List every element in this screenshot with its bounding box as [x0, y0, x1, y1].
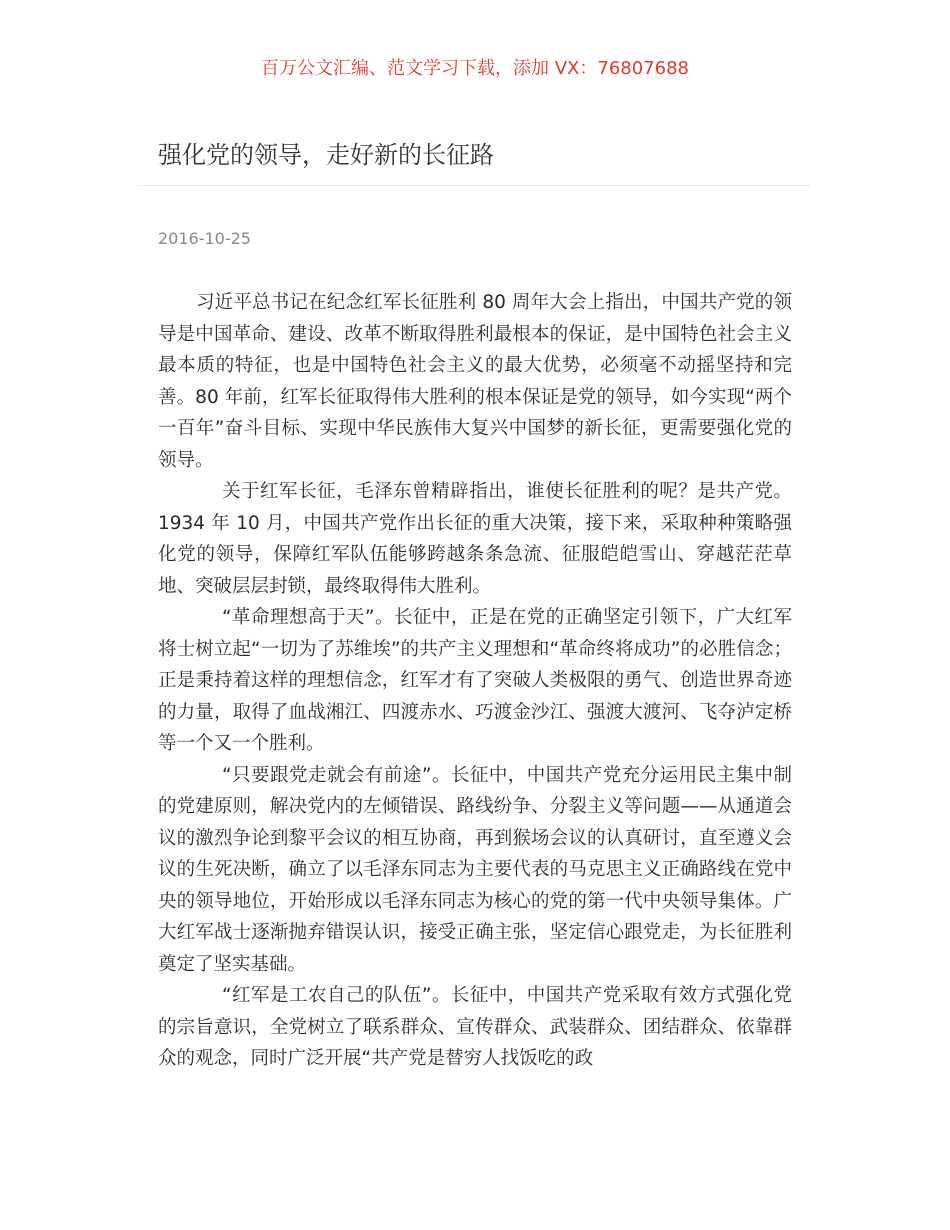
title-divider	[140, 185, 810, 186]
publish-date: 2016-10-25	[158, 229, 251, 248]
article-title: 强化党的领导，走好新的长征路	[158, 141, 494, 169]
paragraph: “革命理想高于天”。长征中，正是在党的正确坚定引领下，广大红军将士树立起“一切为了苏维埃”的共产主义理想和“革命终将成功”的必胜信念；正是秉持着这样的理想信念，红军才有了突破人类极限的勇气、创造世界奇迹的力量，取得了血战湘江、四渡赤水、巧渡金沙江、强渡大渡河、飞夺泸定桥等一个又一个胜利。	[158, 607, 792, 754]
paragraph: 关于红军长征，毛泽东曾精辟指出，谁使长征胜利的呢？是共产党。1934 年 10 月，中国共产党作出长征的重大决策，接下来，采取种种策略强化党的领导，保障红军队伍能够跨越条条急流、征服皑皑雪山、穿越茫茫草地、突破层层封锁，最终取得伟大胜利。	[158, 481, 792, 597]
article-body	[158, 287, 792, 1075]
promo-banner: 百万公文汇编、范文学习下载，添加 VX：76807688	[261, 58, 689, 79]
paragraph: 习近平总书记在纪念红军长征胜利 80 周年大会上指出，中国共产党的领导是中国革命、建设、改革不断取得胜利最根本的保证，是中国特色社会主义最本质的特征，也是中国特色社会主义的最大优势，必须毫不动摇坚持和完善。80 年前，红军长征取得伟大胜利的根本保证是党的领导，如今实现“两个一百年”奋斗目标、实现中华民族伟大复兴中国梦的新长征，更需要强化党的领导。	[158, 292, 792, 471]
paragraph: “只要跟党走就会有前途”。长征中，中国共产党充分运用民主集中制的党建原则，解决党内的左倾错误、路线纷争、分裂主义等问题——从通道会议的激烈争论到黎平会议的相互协商，再到猴场会议的认真研讨，直至遵义会议的生死决断，确立了以毛泽东同志为主要代表的马克思主义正确路线在党中央的领导地位，开始形成以毛泽东同志为核心的党的第一代中央领导集体。广大红军战士逐渐抛弃错误认识，接受正确主张，坚定信心跟党走，为长征胜利奠定了坚实基础。	[158, 764, 792, 975]
paragraph: “红军是工农自己的队伍”。长征中，中国共产党采取有效方式强化党的宗旨意识，全党树立了联系群众、宣传群众、武装群众、团结群众、依靠群众的观念，同时广泛开展“共产党是替穷人找饭吃的政	[158, 985, 792, 1069]
